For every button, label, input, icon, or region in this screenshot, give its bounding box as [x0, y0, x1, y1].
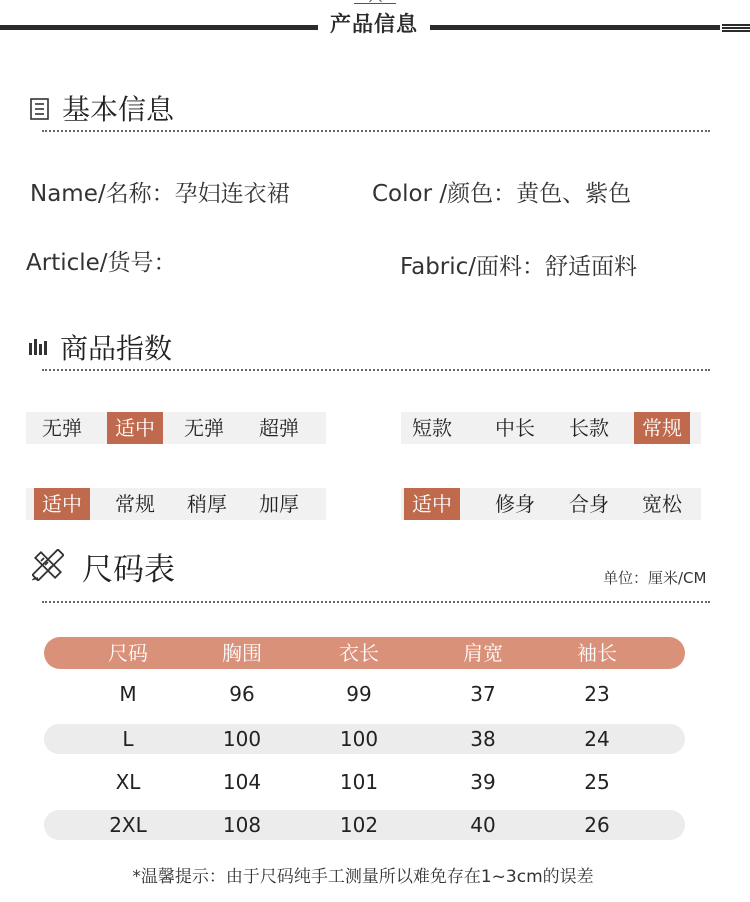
table-cell: 96 [229, 682, 255, 706]
header-cell: 尺码 [108, 641, 148, 665]
header-rule-right [430, 25, 720, 30]
index-option: 修身 [495, 492, 535, 516]
index-bar-thickness [26, 488, 326, 520]
header-cell: 袖长 [577, 641, 617, 665]
index-option-selected: 适中 [404, 488, 460, 520]
index-option: 超弹 [259, 416, 299, 440]
index-bar-fit [401, 488, 701, 520]
table-cell: 100 [222, 727, 262, 751]
section-divider [42, 130, 710, 132]
table-cell: L [122, 727, 134, 751]
header-cell: 胸围 [222, 641, 262, 665]
index-option: 加厚 [259, 492, 299, 516]
product-fabric: Fabric/面料：舒适面料 [400, 254, 638, 280]
index-option: 短款 [412, 416, 452, 440]
table-cell: 2XL [109, 813, 147, 837]
header-rule-end [722, 24, 750, 32]
product-color: Color /颜色：黄色、紫色 [372, 181, 632, 207]
index-option: 常规 [115, 492, 155, 516]
index-option: 长款 [569, 416, 609, 440]
table-cell: 38 [470, 727, 496, 751]
index-option: 无弹 [42, 416, 82, 440]
page-title: 产品信息 [330, 12, 418, 36]
size-table-title: 尺码表 [82, 552, 175, 588]
index-option: 合身 [569, 492, 609, 516]
basic-info-title: 基本信息 [62, 93, 175, 126]
index-option: 宽松 [642, 492, 682, 516]
document-icon [30, 98, 50, 120]
table-cell: 39 [470, 770, 496, 794]
header-ornament [354, 0, 396, 4]
table-cell: XL [115, 770, 141, 794]
product-name: Name/名称：孕妇连衣裙 [30, 181, 290, 207]
index-option: 中长 [495, 416, 535, 440]
table-cell: 99 [346, 682, 372, 706]
index-option-selected: 适中 [107, 412, 163, 444]
product-article: Article/货号： [26, 250, 177, 276]
product-index-title: 商品指数 [60, 332, 173, 365]
table-cell: M [119, 682, 137, 706]
index-bar-elasticity [26, 412, 326, 444]
index-option: 无弹 [184, 416, 224, 440]
bar-chart-icon [29, 337, 48, 355]
section-divider [42, 369, 710, 371]
table-cell: 25 [584, 770, 610, 794]
measurement-note: *温馨提示：由于尺码纯手工测量所以难免存在1~3cm的误差 [132, 867, 594, 887]
table-cell: 37 [470, 682, 496, 706]
index-option-selected: 常规 [634, 412, 690, 444]
table-cell: 26 [584, 813, 610, 837]
header-rule-left [0, 25, 318, 30]
size-table-header [44, 637, 685, 669]
table-cell: 102 [339, 813, 379, 837]
table-cell: 101 [339, 770, 379, 794]
ruler-pencil-icon [32, 549, 64, 581]
table-cell: 24 [584, 727, 610, 751]
table-cell: 23 [584, 682, 610, 706]
unit-label: 单位：厘米/CM [603, 569, 707, 587]
section-divider [42, 601, 710, 603]
table-cell: 40 [470, 813, 496, 837]
index-option: 稍厚 [187, 492, 227, 516]
table-cell: 108 [222, 813, 262, 837]
index-option-selected: 适中 [34, 488, 90, 520]
header-cell: 衣长 [339, 641, 379, 665]
index-bar-length [401, 412, 701, 444]
table-cell: 100 [339, 727, 379, 751]
header-cell: 肩宽 [463, 641, 503, 665]
table-cell: 104 [222, 770, 262, 794]
